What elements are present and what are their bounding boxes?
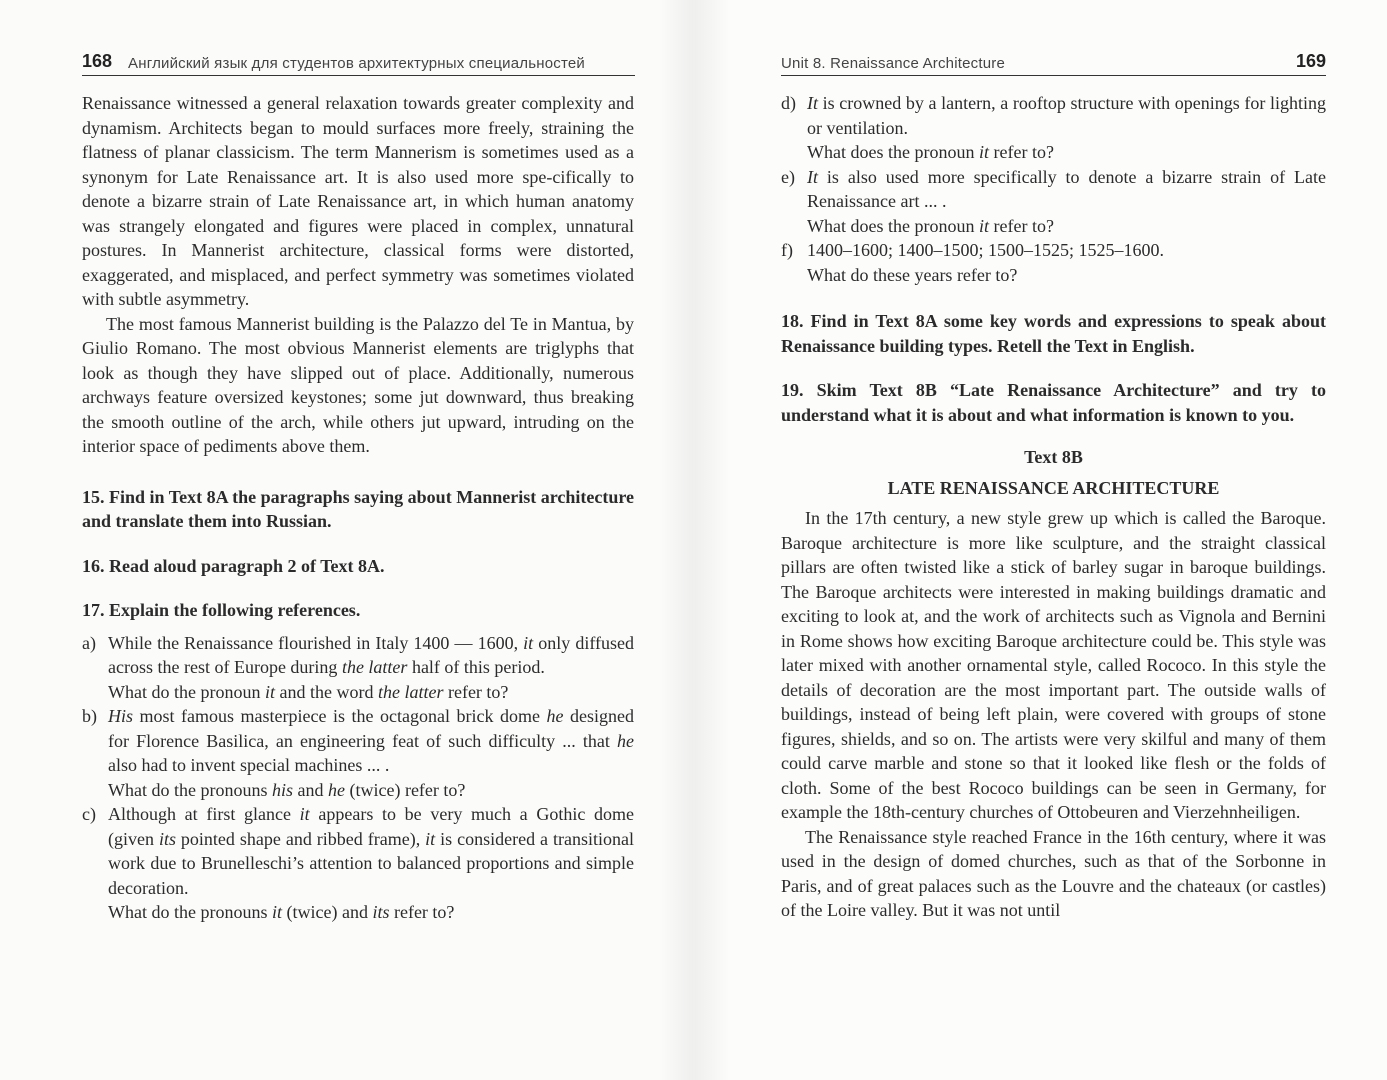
task-17: 17. Explain the following references. [82,600,361,620]
reference-marker: c) [82,804,96,824]
left-page-number: 168 [82,51,113,71]
reference-text: It is crowned by a lantern, a rooftop structure with openings for lighting or ventilation. [807,93,1326,138]
reference-question: What does the pronoun it refer to? [807,142,1054,162]
text-8b-paragraph-2: The Renaissance style reached France in the 16th century, where it was used in the design of domed churches, such as that of the Sorbonne in Paris, and of great palaces such as the Louvre and the chateaux (or castles) of the Loire valley. But it was not until [781,826,1326,920]
reference-text: His most famous masterpiece is the octagonal brick dome he designed for Florence Basilica, an engineering feat of such difficulty ... that he also had to invent special machines ... . [108,706,634,775]
reference-text: 1400–1600; 1400–1500; 1500–1525; 1525–1600. [807,240,1165,260]
reference-question: What do the pronoun it and the word the latter refer to? [108,681,509,702]
task-18: 18. Find in Text 8A some key words and expressions to speak about Renaissance building types. Retell the Text in English. [781,311,1326,356]
reference-question: What do the pronouns it (twice) and its refer to? [108,902,455,922]
reference-e [781,165,1326,239]
task-15: 15. Find in Text 8A the paragraphs saying about Mannerist architecture and translate them into Russian. [82,486,634,531]
left-page-header [82,44,635,76]
reference-marker: f) [781,240,793,260]
reference-a [82,631,634,705]
references-list-left [82,631,634,925]
references-list-right [781,91,1326,287]
right-page-number: 169 [1295,51,1326,71]
reference-f [781,238,1326,287]
reference-marker: d) [781,93,796,113]
reference-c [82,802,634,925]
right-page-header [781,44,1326,76]
task-19: 19. Skim Text 8B “Late Renaissance Architecture” and try to understand what it is about and what information is known to you. [781,380,1326,425]
left-page-content [82,91,634,925]
task-16: 16. Read aloud paragraph 2 of Text 8A. [82,555,385,576]
text-title: LATE RENAISSANCE ARCHITECTURE [887,477,1220,498]
reference-marker: a) [82,632,96,653]
reference-question: What does the pronoun it refer to? [807,215,1054,236]
reference-marker: e) [781,166,795,187]
text-8b-paragraph-1: In the 17th century, a new style grew up which is called the Baroque. Baroque architecture is more like sculpture, and the straight classical pillars are often twisted like a stick of barley sugar in baroque buildings. The Baroque architects were interested in making buildings dramatic and exciting to look at, and the work of architects such as Vignola and Bernini in Rome shows how exciting Baroque architecture could be. This style was later mixed with another ornamental style, called Rococo. In this style the details of decoration are the most important part. The outside walls of buildings, instead of being left plain, were covered with groups of stone figures, shields, and so on. The artists were very skilful and many of them could carve marble and stone so that it looked like flesh or the folds of cloth. Some of the best Rococo buildings can be seen in Germany, for example the 18th-century churches of Ottobeuren and Vierzehnheiligen. [781,508,1326,822]
right-running-title: Unit 8. Renaissance Architecture [781,55,1006,72]
reference-text: While the Renaissance flourished in Italy 1400 — 1600, it only diffused across the rest of Europe during the latter half of this period. [108,632,634,677]
reference-text: It is also used more specifically to denote a bizarre strain of Late Renaissance art ... . [807,166,1326,211]
left-running-title: Английский язык для студентов архитектурных специальностей [128,55,585,72]
reference-text: Although at first glance it appears to be very much a Gothic dome (given its pointed shape and ribbed frame), it is considered a transitional work due to Brunelleschi’s attention to balanced proportions and simple decoration. [108,804,634,898]
reference-marker: b) [82,706,97,726]
right-page [693,0,1387,1080]
reference-d [781,91,1326,165]
mannerist-building-paragraph: The most famous Mannerist building is the Palazzo del Te in Mantua, by Giulio Romano. The most obvious Mannerist elements are triglyphs that look as though they have slipped out of place. Additionally, numerous archways feature oversized keystones; some jut downward, thus breaking the smooth outline of the arch, while others jut upward, intruding on the interior space of pediments above them. [82,313,634,456]
reference-question: What do these years refer to? [807,264,1018,285]
reference-question: What do the pronouns his and he (twice) refer to? [108,779,466,800]
text-label: Text 8B [1024,447,1083,467]
left-page [0,0,693,1080]
reference-b [82,704,634,802]
intro-paragraph: Renaissance witnessed a general relaxation towards greater complexity and dynamism. Architects began to mould surfaces more freely, straining the flatness of planar classicism. The term Mannerism is sometimes used as a synonym for Late Renaissance art. It is also used more spe-cifically to denote a bizarre strain of Late Renaissance art, in which human anatomy was strangely elongated and figures were placed in complex, unnatural postures. In Mannerist architecture, classical forms were distorted, exaggerated, and misplaced, and perfect symmetry was sometimes violated with subtle asymmetry. [82,93,634,309]
right-page-content [781,91,1326,923]
